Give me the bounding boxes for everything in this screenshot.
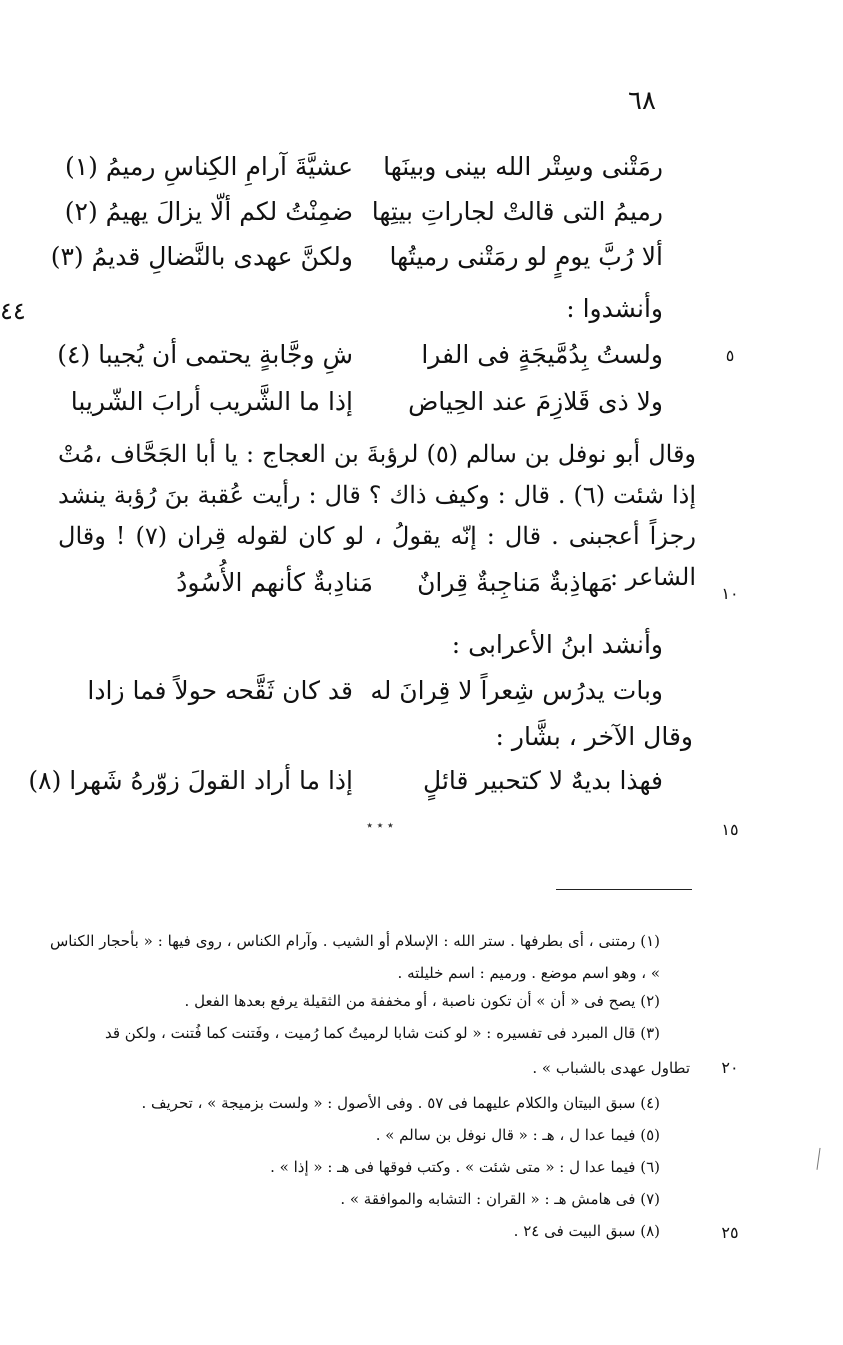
line-number: ٢٠	[721, 1058, 739, 1077]
intro-text: وأنشد ابنُ الأعرابى :	[451, 630, 663, 659]
intro-line	[263, 292, 663, 326]
verse-second-hemistich: عشيَّةَ آرامِ الكِناسِ رميمُ (١)	[64, 152, 353, 181]
verse-second-hemistich: شِ وجَّابةٍ يحتمى أن يُجيبا (٤)	[57, 340, 353, 369]
verse-second-hemistich: إذا ما الشَّريب أرابَ الشّريبا	[70, 387, 353, 416]
margin-pencil-mark	[816, 1148, 822, 1170]
verse-first-hemistich: رميمُ التى قالتْ لجاراتِ بيتِها	[371, 197, 663, 226]
footnote: (٤) سبق البيتان والكلام عليهما فى ٥٧ . وفى الأصول : « ولست بزميجة » ، تحريف .	[141, 1094, 660, 1112]
footnote-continuation: تطاول عهدى بالشباب » .	[532, 1059, 690, 1077]
verse-line	[0, 566, 843, 600]
intro-line	[293, 720, 693, 754]
verse-second-hemistich: مَنادِبةٌ كأنهم الأُسُودُ	[176, 568, 373, 597]
verse-second-hemistich: إذا ما أراد القولَ زوّرهُ شَهرا (٨)	[28, 766, 353, 795]
footnote-separator	[556, 889, 692, 890]
footnote: (٧) فى هامش هـ : « القران : التشابه والموافقة » .	[340, 1190, 660, 1208]
verse-line	[0, 240, 843, 274]
footnote: (٣) قال المبرد فى تفسيره : « لو كنت شابا لرميتُ كما رُميت ، وفَتنت كما فُتنت ، ولكن قد	[104, 1024, 660, 1042]
footnote: (٦) فيما عدا ل : « متى شئت » . وكتب فوقها فى هـ : « إذا » .	[270, 1158, 660, 1176]
verse-first-hemistich: فهذا بديهٌ لا كتحبير قائلٍ	[423, 766, 663, 795]
verse-first-hemistich: مَهاذِبةٌ مَناجِبةٌ قِرانٌ	[417, 568, 613, 597]
line-number: ٢٥	[721, 1223, 739, 1242]
prose-paragraph: وقال أبو نوفل بن سالم (٥) لرؤبةَ بن العجاج : يا أبا الجَحَّاف ،مُتْ إذا شئت (٦) . قال : وكيف ذاك ؟ قال : رأيت عُقبة بنَ رُؤبة ينشد رجزاً أعجبنى . قال : إنّه يقولُ ، لو كان لقوله قِران (٧) ! وقال الشاعر :	[58, 440, 697, 591]
verse-line	[0, 385, 843, 419]
intro-text: وقال الآخر ، بشَّار :	[495, 722, 693, 751]
page-number: ٦٨	[628, 86, 656, 116]
footnote: (١) رمتنى ، أى بطرفها . ستر الله : الإسلام أو الشيب . وآرام الكناس ، روى فيها : « بأحجار الكناس » ، وهو اسم موضع . ورميم : اسم خليلته .	[50, 932, 660, 982]
line-number: ١٠	[721, 584, 739, 603]
footnote: (٢) يصح فى « أن » أن تكون ناصبة ، أو مخففة من الثقيلة يرفع بعدها الفعل .	[184, 992, 660, 1010]
footnote: (٨) سبق البيت فى ٢٤ .	[513, 1222, 660, 1240]
verse-first-hemistich: رمَتْنى وسِتْر الله بينى وبينَها	[383, 152, 663, 181]
verse-line	[0, 195, 843, 229]
intro-text: وأنشدوا :	[566, 294, 663, 323]
line-number: ٥	[725, 346, 735, 365]
margin-reference-number: ٤٤	[0, 297, 26, 325]
verse-second-hemistich: قد كان ثَقَّحه حولاً فما زادا	[87, 676, 353, 705]
verse-line	[0, 764, 843, 798]
verse-first-hemistich: ولستُ بِدُمَّيجَةٍ فى الفرا	[421, 340, 663, 369]
verse-line	[0, 150, 843, 184]
verse-first-hemistich: ألا رُبَّ يومٍ لو رمَتْنى رميتُها	[389, 242, 663, 271]
verse-second-hemistich: ضمِنْتُ لكم ألّا يزالَ يهيمُ (٢)	[64, 197, 353, 226]
verse-first-hemistich: وبات يدرُس شِعراً لا قِرانَ له	[370, 676, 663, 705]
intro-line	[263, 628, 663, 662]
verse-line	[0, 674, 843, 708]
footnote: (٥) فيما عدا ل ، هـ : « قال نوفل بن سالم » .	[375, 1126, 660, 1144]
verse-first-hemistich: ولا ذى قَلازِمَ عند الحِياض	[408, 387, 663, 416]
verse-line	[0, 338, 843, 372]
line-number: ١٥	[721, 820, 739, 839]
section-divider-stars: ٭ ٭ ٭	[366, 818, 394, 832]
verse-second-hemistich: ولكنَّ عهدى بالنَّضالِ قديمُ (٣)	[50, 242, 353, 271]
